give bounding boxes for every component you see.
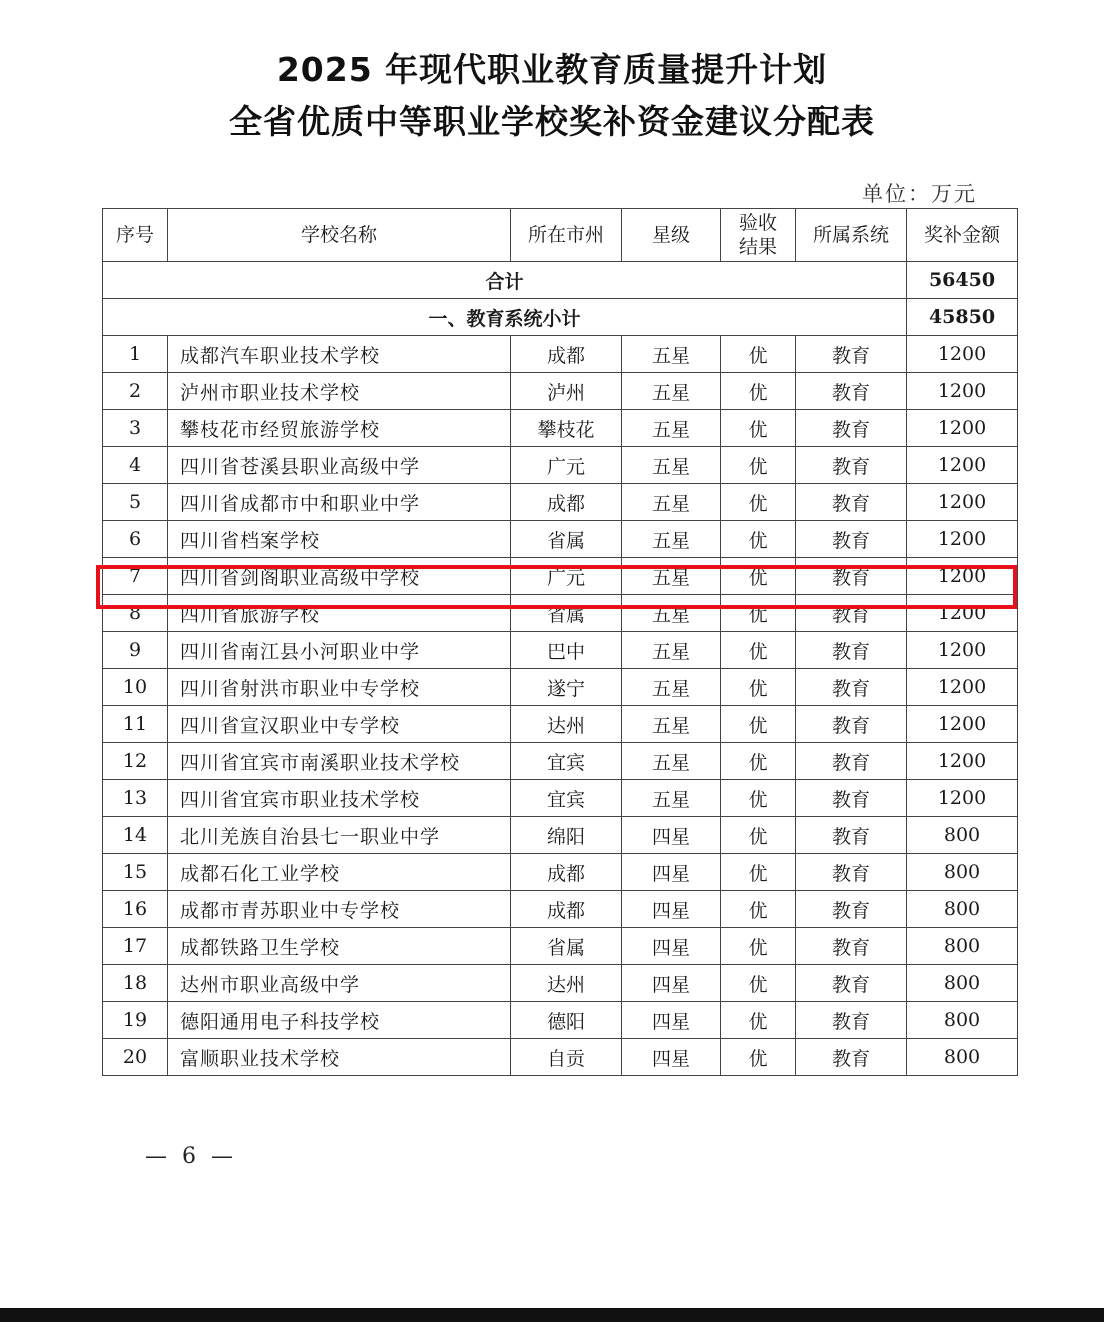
cell-school-name: 泸州市职业技术学校 xyxy=(168,373,511,410)
cell-school-name: 四川省苍溪县职业高级中学 xyxy=(168,447,511,484)
cell-system: 教育 xyxy=(796,558,907,595)
cell-system: 教育 xyxy=(796,595,907,632)
cell-amount: 1200 xyxy=(907,373,1018,410)
cell-city: 泸州 xyxy=(511,373,622,410)
total-amount: 56450 xyxy=(907,262,1018,299)
table-row xyxy=(103,373,1018,410)
cell-no: 20 xyxy=(103,1039,168,1076)
cell-city: 成都 xyxy=(511,891,622,928)
cell-amount: 800 xyxy=(907,965,1018,1002)
subtotal-row xyxy=(103,299,1018,336)
table-row xyxy=(103,965,1018,1002)
cell-result: 优 xyxy=(721,447,796,484)
cell-amount: 1200 xyxy=(907,743,1018,780)
cell-result: 优 xyxy=(721,336,796,373)
table-row xyxy=(103,632,1018,669)
cell-system: 教育 xyxy=(796,521,907,558)
subtotal-label: 一、教育系统小计 xyxy=(103,299,907,336)
cell-star: 五星 xyxy=(622,595,721,632)
cell-system: 教育 xyxy=(796,891,907,928)
page-number: — 6 — xyxy=(145,1144,237,1169)
cell-system: 教育 xyxy=(796,447,907,484)
cell-amount: 1200 xyxy=(907,632,1018,669)
cell-city: 成都 xyxy=(511,336,622,373)
cell-system: 教育 xyxy=(796,484,907,521)
cell-school-name: 四川省宜宾市南溪职业技术学校 xyxy=(168,743,511,780)
cell-no: 5 xyxy=(103,484,168,521)
cell-school-name: 北川羌族自治县七一职业中学 xyxy=(168,817,511,854)
cell-city: 广元 xyxy=(511,558,622,595)
cell-city: 省属 xyxy=(511,928,622,965)
subtotal-amount: 45850 xyxy=(907,299,1018,336)
cell-star: 四星 xyxy=(622,1039,721,1076)
cell-system: 教育 xyxy=(796,669,907,706)
table-row xyxy=(103,410,1018,447)
cell-amount: 800 xyxy=(907,1039,1018,1076)
cell-star: 四星 xyxy=(622,854,721,891)
cell-amount: 1200 xyxy=(907,336,1018,373)
cell-star: 四星 xyxy=(622,1002,721,1039)
cell-amount: 1200 xyxy=(907,410,1018,447)
cell-school-name: 成都铁路卫生学校 xyxy=(168,928,511,965)
cell-amount: 1200 xyxy=(907,595,1018,632)
cell-star: 五星 xyxy=(622,780,721,817)
cell-amount: 800 xyxy=(907,891,1018,928)
cell-system: 教育 xyxy=(796,373,907,410)
cell-star: 五星 xyxy=(622,706,721,743)
cell-no: 14 xyxy=(103,817,168,854)
cell-amount: 1200 xyxy=(907,521,1018,558)
document-title-line2: 全省优质中等职业学校奖补资金建议分配表 xyxy=(229,102,875,141)
cell-star: 五星 xyxy=(622,669,721,706)
cell-result: 优 xyxy=(721,780,796,817)
unit-label: 单位：万元 xyxy=(862,182,977,206)
header-city: 所在市州 xyxy=(511,209,622,262)
cell-school-name: 四川省成都市中和职业中学 xyxy=(168,484,511,521)
cell-star: 五星 xyxy=(622,632,721,669)
table-row xyxy=(103,1039,1018,1076)
cell-system: 教育 xyxy=(796,410,907,447)
table-row xyxy=(103,891,1018,928)
cell-result: 优 xyxy=(721,965,796,1002)
cell-no: 4 xyxy=(103,447,168,484)
cell-system: 教育 xyxy=(796,706,907,743)
table-row xyxy=(103,336,1018,373)
table-row xyxy=(103,706,1018,743)
cell-result: 优 xyxy=(721,854,796,891)
cell-result: 优 xyxy=(721,632,796,669)
cell-city: 达州 xyxy=(511,965,622,1002)
cell-star: 四星 xyxy=(622,928,721,965)
header-result: 验收 结果 xyxy=(721,209,796,262)
cell-city: 成都 xyxy=(511,484,622,521)
cell-school-name: 四川省射洪市职业中专学校 xyxy=(168,669,511,706)
cell-star: 五星 xyxy=(622,521,721,558)
table-row xyxy=(103,558,1018,595)
total-row xyxy=(103,262,1018,299)
cell-no: 15 xyxy=(103,854,168,891)
cell-amount: 1200 xyxy=(907,558,1018,595)
cell-system: 教育 xyxy=(796,743,907,780)
cell-city: 巴中 xyxy=(511,632,622,669)
table-row xyxy=(103,817,1018,854)
cell-school-name: 四川省宣汉职业中专学校 xyxy=(168,706,511,743)
header-star: 星级 xyxy=(622,209,721,262)
table-row xyxy=(103,595,1018,632)
cell-no: 16 xyxy=(103,891,168,928)
cell-result: 优 xyxy=(721,595,796,632)
cell-system: 教育 xyxy=(796,854,907,891)
cell-amount: 1200 xyxy=(907,706,1018,743)
table-row xyxy=(103,780,1018,817)
cell-no: 1 xyxy=(103,336,168,373)
total-label: 合计 xyxy=(103,262,907,299)
cell-system: 教育 xyxy=(796,928,907,965)
cell-city: 广元 xyxy=(511,447,622,484)
cell-no: 3 xyxy=(103,410,168,447)
table-row xyxy=(103,1002,1018,1039)
cell-amount: 1200 xyxy=(907,669,1018,706)
header-school-name: 学校名称 xyxy=(168,209,511,262)
cell-star: 四星 xyxy=(622,817,721,854)
cell-school-name: 四川省南江县小河职业中学 xyxy=(168,632,511,669)
table-row xyxy=(103,928,1018,965)
header-amount: 奖补金额 xyxy=(907,209,1018,262)
cell-city: 达州 xyxy=(511,706,622,743)
table-row xyxy=(103,669,1018,706)
cell-no: 18 xyxy=(103,965,168,1002)
cell-result: 优 xyxy=(721,891,796,928)
cell-amount: 800 xyxy=(907,817,1018,854)
cell-no: 11 xyxy=(103,706,168,743)
cell-amount: 800 xyxy=(907,928,1018,965)
cell-school-name: 成都汽车职业技术学校 xyxy=(168,336,511,373)
cell-school-name: 四川省剑阁职业高级中学校 xyxy=(168,558,511,595)
cell-system: 教育 xyxy=(796,336,907,373)
cell-result: 优 xyxy=(721,817,796,854)
cell-school-name: 四川省旅游学校 xyxy=(168,595,511,632)
header-no: 序号 xyxy=(103,209,168,262)
cell-school-name: 攀枝花市经贸旅游学校 xyxy=(168,410,511,447)
cell-star: 五星 xyxy=(622,336,721,373)
cell-school-name: 达州市职业高级中学 xyxy=(168,965,511,1002)
cell-star: 五星 xyxy=(622,410,721,447)
cell-no: 8 xyxy=(103,595,168,632)
cell-star: 五星 xyxy=(622,743,721,780)
cell-result: 优 xyxy=(721,484,796,521)
cell-result: 优 xyxy=(721,521,796,558)
cell-star: 五星 xyxy=(622,447,721,484)
cell-city: 宜宾 xyxy=(511,780,622,817)
allocation-table xyxy=(102,208,1018,1076)
cell-system: 教育 xyxy=(796,817,907,854)
cell-result: 优 xyxy=(721,706,796,743)
document-title-line1: 2025 年现代职业教育质量提升计划 xyxy=(276,50,828,89)
cell-no: 7 xyxy=(103,558,168,595)
cell-result: 优 xyxy=(721,928,796,965)
cell-system: 教育 xyxy=(796,1002,907,1039)
cell-no: 19 xyxy=(103,1002,168,1039)
cell-city: 省属 xyxy=(511,595,622,632)
cell-city: 攀枝花 xyxy=(511,410,622,447)
cell-no: 2 xyxy=(103,373,168,410)
table-row xyxy=(103,484,1018,521)
cell-no: 17 xyxy=(103,928,168,965)
cell-no: 10 xyxy=(103,669,168,706)
cell-star: 五星 xyxy=(622,373,721,410)
cell-no: 9 xyxy=(103,632,168,669)
cell-school-name: 成都石化工业学校 xyxy=(168,854,511,891)
cell-amount: 1200 xyxy=(907,780,1018,817)
cell-no: 12 xyxy=(103,743,168,780)
cell-result: 优 xyxy=(721,410,796,447)
cell-system: 教育 xyxy=(796,632,907,669)
cell-city: 德阳 xyxy=(511,1002,622,1039)
cell-school-name: 四川省宜宾市职业技术学校 xyxy=(168,780,511,817)
cell-school-name: 德阳通用电子科技学校 xyxy=(168,1002,511,1039)
bottom-bar xyxy=(0,1308,1104,1322)
table-header-row xyxy=(103,209,1018,262)
table-row xyxy=(103,447,1018,484)
cell-amount: 800 xyxy=(907,854,1018,891)
cell-star: 五星 xyxy=(622,484,721,521)
cell-amount: 1200 xyxy=(907,447,1018,484)
cell-star: 四星 xyxy=(622,965,721,1002)
cell-city: 遂宁 xyxy=(511,669,622,706)
table-row xyxy=(103,521,1018,558)
cell-system: 教育 xyxy=(796,1039,907,1076)
cell-result: 优 xyxy=(721,669,796,706)
cell-school-name: 四川省档案学校 xyxy=(168,521,511,558)
cell-result: 优 xyxy=(721,373,796,410)
header-system: 所属系统 xyxy=(796,209,907,262)
cell-no: 13 xyxy=(103,780,168,817)
table-row xyxy=(103,854,1018,891)
cell-amount: 1200 xyxy=(907,484,1018,521)
cell-city: 自贡 xyxy=(511,1039,622,1076)
cell-city: 宜宾 xyxy=(511,743,622,780)
cell-system: 教育 xyxy=(796,965,907,1002)
cell-city: 省属 xyxy=(511,521,622,558)
cell-no: 6 xyxy=(103,521,168,558)
cell-result: 优 xyxy=(721,1002,796,1039)
cell-result: 优 xyxy=(721,558,796,595)
cell-school-name: 成都市青苏职业中专学校 xyxy=(168,891,511,928)
table-row xyxy=(103,743,1018,780)
cell-star: 四星 xyxy=(622,891,721,928)
cell-amount: 800 xyxy=(907,1002,1018,1039)
cell-city: 成都 xyxy=(511,854,622,891)
cell-school-name: 富顺职业技术学校 xyxy=(168,1039,511,1076)
cell-city: 绵阳 xyxy=(511,817,622,854)
cell-system: 教育 xyxy=(796,780,907,817)
cell-result: 优 xyxy=(721,743,796,780)
cell-result: 优 xyxy=(721,1039,796,1076)
cell-star: 五星 xyxy=(622,558,721,595)
